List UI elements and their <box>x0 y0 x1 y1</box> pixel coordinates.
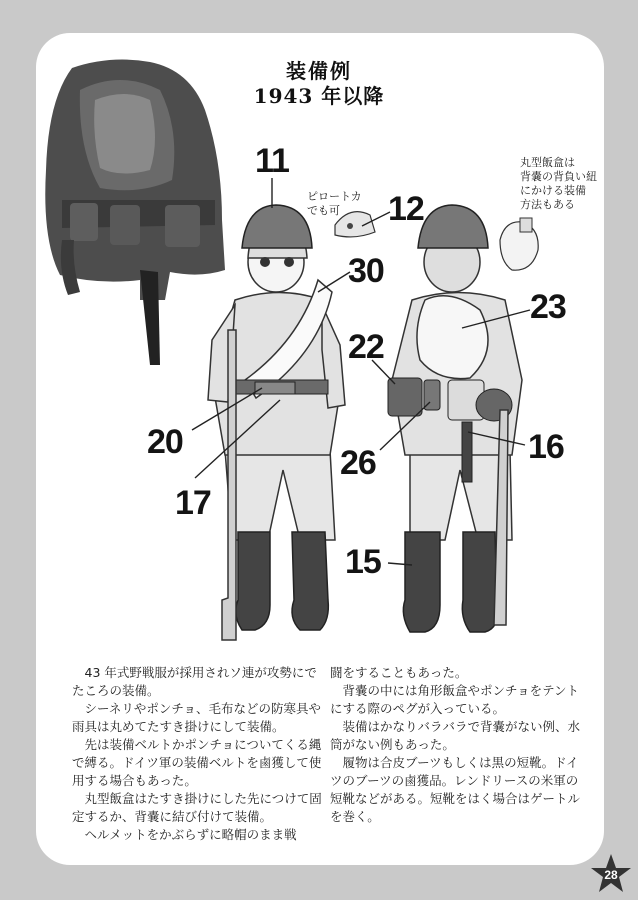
callout-12: 12 <box>388 190 424 228</box>
callout-26: 26 <box>340 444 376 482</box>
page-title: 装備例 <box>286 59 352 83</box>
paragraph: 先は装備ベルトかポンチョについてくる縄で縛る。ドイツ軍の装備ベルトを鹵獲して使用する場合もあった。 <box>72 737 322 788</box>
callout-22: 22 <box>348 328 384 366</box>
page-subtitle: 1943 年以降 <box>253 84 385 108</box>
paragraph: 装備はかなりバラバラで背嚢がない例、水筒がない例もあった。 <box>330 719 581 752</box>
callout-15: 15 <box>345 543 381 581</box>
paragraph: ヘルメットをかぶらずに略帽のまま戦 <box>84 827 297 842</box>
callout-11: 11 <box>255 142 289 180</box>
paragraph: 履物は合皮ブーツもしくは黒の短靴。ドイツのブーツの鹵獲品。レンドリースの米軍の短靴などがある。短靴をはく場合はゲートルを巻く。 <box>330 755 581 824</box>
coat-photo <box>45 60 225 365</box>
paragraph: 丸型飯盒はたすき掛けにした先につけて固定するか、背嚢に結び付けて装備。 <box>72 791 322 824</box>
soldier-front-figure <box>208 205 345 640</box>
soldier-back-figure <box>388 205 522 632</box>
canteen-note: 丸型飯盒は 背嚢の背負い紐 にかける装備 方法もある <box>520 156 597 211</box>
callout-30: 30 <box>348 252 384 290</box>
paragraph: 43 年式野戦服が採用されソ連が攻勢にでたころの装備。 <box>72 665 317 698</box>
page-number: 28 <box>604 868 618 882</box>
paragraph: 闘をすることもあった。 <box>330 665 468 680</box>
pilotka-note: ピロートカ でも可 <box>307 190 362 217</box>
callout-20: 20 <box>147 423 183 461</box>
paragraph: シーネリやポンチョ、毛布などの防寒具や雨具は丸めてたすき掛けにして装備。 <box>72 701 322 734</box>
text-column-left <box>72 664 322 844</box>
callout-16: 16 <box>528 428 564 466</box>
paragraph: 背嚢の中には角形飯盒やポンチョをテントにする際のペグが入っている。 <box>330 683 580 716</box>
callout-23: 23 <box>530 288 566 326</box>
text-column-right <box>330 664 580 826</box>
callout-17: 17 <box>175 484 211 522</box>
canteen-drawing <box>500 218 538 270</box>
